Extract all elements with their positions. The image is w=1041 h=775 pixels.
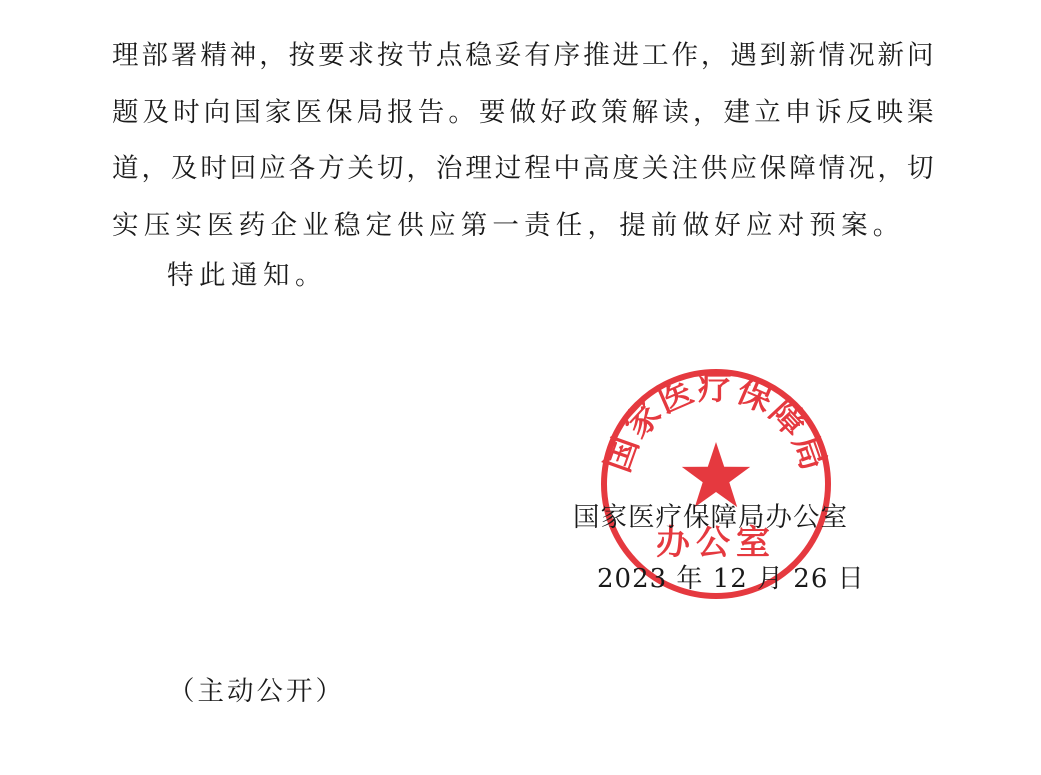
- closing-phrase: 特此通知。: [167, 260, 327, 291]
- body-paragraph: [112, 28, 934, 254]
- issuer-name: 国家医疗保障局办公室: [573, 502, 848, 533]
- disclosure-note: （主动公开）: [168, 676, 345, 707]
- body-line: 实压实医药企业稳定供应第一责任，提前做好应对预案。: [112, 209, 905, 241]
- issue-date: 2023 年 12 月 26 日: [597, 564, 865, 594]
- svg-text:国家医疗保障局: 国家医疗保障局: [598, 367, 834, 478]
- svg-text:办公室: 办公室: [656, 523, 776, 563]
- body-line: 道，及时回应各方关切，治理过程中高度关注供应保障情况，切: [112, 153, 934, 184]
- body-line: 理部署精神，按要求按节点稳妥有序推进工作，遇到新情况新问: [112, 40, 934, 71]
- body-line: 题及时向国家医保局报告。要做好政策解读，建立申诉反映渠: [112, 96, 934, 128]
